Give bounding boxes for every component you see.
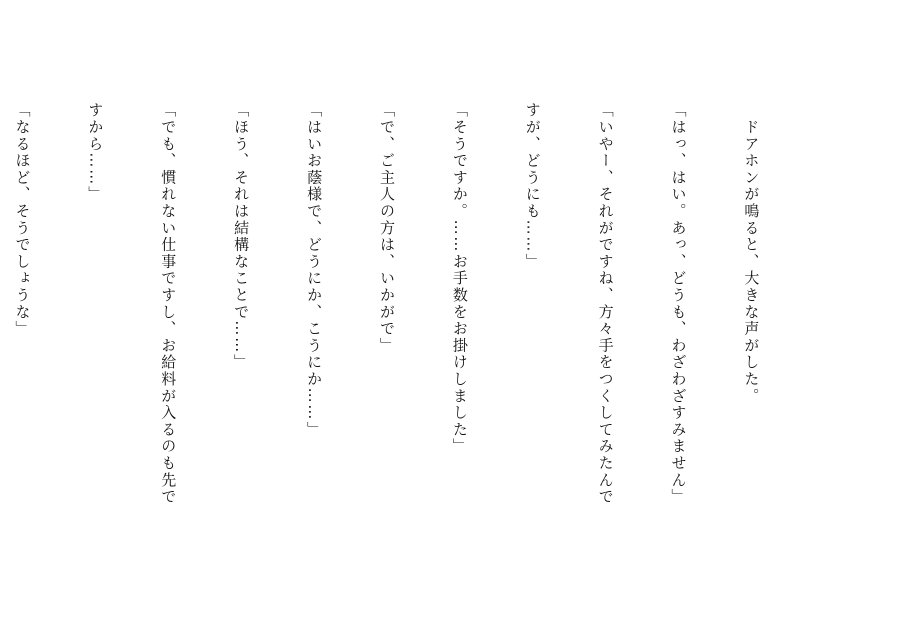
text-line: 「そうですか。……お手数をお掛けしました」 [450, 102, 469, 455]
vertical-text-body [0, 102, 812, 522]
text-line: 「はっ、はい。あっ、どうも、わざわざすみません」 [669, 102, 688, 506]
text-line: 「はいお蔭様で、どうにか、こうにか……」 [305, 102, 324, 438]
text-line: すが、どうにも……」 [523, 102, 542, 270]
text-line: 「でも、慣れない仕事ですし、お給料が入るのも先で [159, 102, 178, 506]
text-line: 「ほう、それは結構なことで……」 [232, 102, 251, 371]
text-line: 「いやー、それがですね、方々手をつくしてみたんで [596, 102, 615, 506]
text-line: 「で、ご主人の方は、いかがで」 [377, 102, 396, 354]
text-line: すから……」 [86, 102, 105, 203]
text-line: ドアホンが鳴ると、大きな声がした。 [742, 102, 761, 405]
text-line: 「なるほど、そうでしょうな」 [13, 102, 32, 338]
